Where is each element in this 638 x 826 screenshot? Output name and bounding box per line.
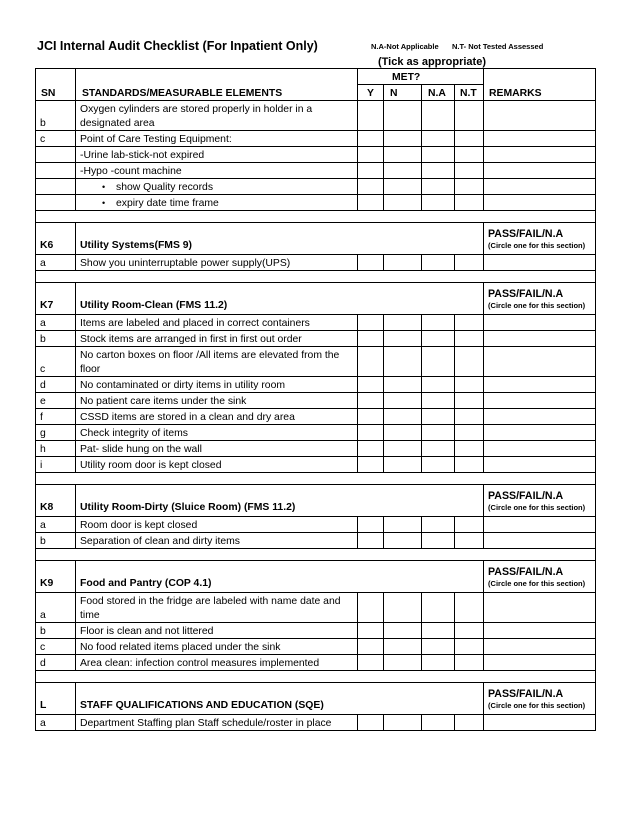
remarks-column-header: REMARKS <box>484 69 596 101</box>
remarks-cell[interactable] <box>484 623 596 639</box>
tick-box-y[interactable] <box>358 163 384 179</box>
checklist-row <box>36 101 596 131</box>
remarks-cell[interactable] <box>484 655 596 671</box>
item-sn: c <box>36 131 76 147</box>
tick-box-nt[interactable] <box>455 409 484 425</box>
bullet-text: expiry date time frame <box>116 197 219 209</box>
checklist-row <box>36 255 596 271</box>
pass-fail-label: PASS/FAIL/N.A <box>488 566 564 578</box>
item-sn <box>36 147 76 163</box>
section-header-row <box>36 561 596 593</box>
tick-box-y[interactable] <box>358 457 384 473</box>
item-text: Check integrity of items <box>76 425 358 441</box>
tick-box-n[interactable] <box>384 639 422 655</box>
tick-box-nt[interactable] <box>455 255 484 271</box>
tick-box-n[interactable] <box>384 347 422 377</box>
section-spacer-row <box>36 211 596 223</box>
remarks-cell[interactable] <box>484 101 596 131</box>
tick-box-na[interactable] <box>422 377 455 393</box>
tick-box-na[interactable] <box>422 147 455 163</box>
tick-box-na[interactable] <box>422 517 455 533</box>
tick-box-nt[interactable] <box>455 315 484 331</box>
tick-box-y[interactable] <box>358 315 384 331</box>
tick-box-nt[interactable] <box>455 593 484 623</box>
item-text <box>76 179 358 195</box>
tick-box-y[interactable] <box>358 101 384 131</box>
section-title: STAFF QUALIFICATIONS AND EDUCATION (SQE) <box>76 683 484 715</box>
tick-box-nt[interactable] <box>455 655 484 671</box>
tick-box-na[interactable] <box>422 533 455 549</box>
remarks-cell[interactable] <box>484 377 596 393</box>
remarks-cell[interactable] <box>484 457 596 473</box>
tick-box-na[interactable] <box>422 593 455 623</box>
section-spacer-row <box>36 271 596 283</box>
item-sn: i <box>36 457 76 473</box>
bullet-text: show Quality records <box>116 181 214 193</box>
standards-column-header: STANDARDS/MEASURABLE ELEMENTS <box>76 69 358 101</box>
remarks-cell[interactable] <box>484 441 596 457</box>
spacer-cell <box>36 549 596 561</box>
spacer-cell <box>36 271 596 283</box>
met-na-header: N.A <box>422 85 455 101</box>
page-title: JCI Internal Audit Checklist (For Inpatient Only) <box>37 39 318 53</box>
section-spacer-row <box>36 549 596 561</box>
item-text: Items are labeled and placed in correct containers <box>76 315 358 331</box>
tick-box-na[interactable] <box>422 457 455 473</box>
item-text: Department Staffing plan Staff schedule/roster in place <box>76 715 358 731</box>
item-sn: a <box>36 315 76 331</box>
item-sn: f <box>36 409 76 425</box>
remarks-cell[interactable] <box>484 409 596 425</box>
bullet-icon: • <box>102 181 106 192</box>
tick-box-na[interactable] <box>422 393 455 409</box>
tick-box-n[interactable] <box>384 623 422 639</box>
tick-box-n[interactable] <box>384 393 422 409</box>
tick-box-y[interactable] <box>358 623 384 639</box>
tick-box-y[interactable] <box>358 425 384 441</box>
tick-box-n[interactable] <box>384 255 422 271</box>
tick-box-n[interactable] <box>384 441 422 457</box>
remarks-cell[interactable] <box>484 179 596 195</box>
section-title: Utility Room-Clean (FMS 11.2) <box>76 283 484 315</box>
remarks-cell[interactable] <box>484 195 596 211</box>
spacer-cell <box>36 671 596 683</box>
remarks-cell[interactable] <box>484 315 596 331</box>
checklist-row <box>36 593 596 623</box>
tick-box-na[interactable] <box>422 255 455 271</box>
checklist-row <box>36 163 596 179</box>
circle-instruction: (Circle one for this section) <box>488 301 586 310</box>
pass-fail-label: PASS/FAIL/N.A <box>488 490 564 502</box>
tick-box-nt[interactable] <box>455 441 484 457</box>
section-result[interactable] <box>484 683 596 715</box>
item-text: Floor is clean and not littered <box>76 623 358 639</box>
remarks-cell[interactable] <box>484 593 596 623</box>
tick-box-y[interactable] <box>358 255 384 271</box>
checklist-row <box>36 147 596 163</box>
tick-box-n[interactable] <box>384 331 422 347</box>
tick-box-na[interactable] <box>422 441 455 457</box>
section-header-row <box>36 223 596 255</box>
checklist-row <box>36 347 596 377</box>
item-text: -Urine lab-stick-not expired <box>76 147 358 163</box>
checklist-row <box>36 457 596 473</box>
tick-box-n[interactable] <box>384 457 422 473</box>
tick-box-na[interactable] <box>422 347 455 377</box>
remarks-cell[interactable] <box>484 425 596 441</box>
pass-fail-label: PASS/FAIL/N.A <box>488 688 564 700</box>
tick-box-na[interactable] <box>422 315 455 331</box>
remarks-cell[interactable] <box>484 163 596 179</box>
remarks-cell[interactable] <box>484 131 596 147</box>
tick-box-n[interactable] <box>384 163 422 179</box>
checklist-row <box>36 315 596 331</box>
table-header-row <box>36 69 596 85</box>
tick-box-n[interactable] <box>384 195 422 211</box>
item-text: Food stored in the fridge are labeled with name date and time <box>76 593 358 623</box>
tick-box-nt[interactable] <box>455 147 484 163</box>
tick-box-nt[interactable] <box>455 639 484 655</box>
tick-box-y[interactable] <box>358 639 384 655</box>
section-spacer-row <box>36 473 596 485</box>
tick-box-nt[interactable] <box>455 393 484 409</box>
section-title: Food and Pantry (COP 4.1) <box>76 561 484 593</box>
tick-box-n[interactable] <box>384 101 422 131</box>
item-text: Point of Care Testing Equipment: <box>76 131 358 147</box>
tick-box-n[interactable] <box>384 715 422 731</box>
tick-box-na[interactable] <box>422 655 455 671</box>
tick-box-n[interactable] <box>384 377 422 393</box>
remarks-cell[interactable] <box>484 347 596 377</box>
audit-checklist-table <box>35 68 596 731</box>
item-sn: c <box>36 639 76 655</box>
section-spacer-row <box>36 671 596 683</box>
checklist-row <box>36 393 596 409</box>
pass-fail-label: PASS/FAIL/N.A <box>488 288 564 300</box>
item-sn: b <box>36 623 76 639</box>
item-sn: d <box>36 655 76 671</box>
remarks-cell[interactable] <box>484 639 596 655</box>
tick-box-na[interactable] <box>422 425 455 441</box>
tick-box-n[interactable] <box>384 593 422 623</box>
met-nt-header: N.T <box>455 85 484 101</box>
tick-box-na[interactable] <box>422 623 455 639</box>
tick-box-nt[interactable] <box>455 517 484 533</box>
checklist-row <box>36 195 596 211</box>
item-sn: c <box>36 347 76 377</box>
met-column-header: MET? <box>358 69 484 85</box>
section-code: K7 <box>36 283 76 315</box>
section-title: Utility Room-Dirty (Sluice Room) (FMS 11.2) <box>76 485 484 517</box>
section-result[interactable] <box>484 561 596 593</box>
pass-fail-label: PASS/FAIL/N.A <box>488 228 564 240</box>
checklist-row <box>36 409 596 425</box>
remarks-cell[interactable] <box>484 517 596 533</box>
tick-box-y[interactable] <box>358 533 384 549</box>
checklist-row <box>36 517 596 533</box>
tick-box-n[interactable] <box>384 655 422 671</box>
tick-box-y[interactable] <box>358 409 384 425</box>
circle-instruction: (Circle one for this section) <box>488 701 586 710</box>
item-sn: a <box>36 715 76 731</box>
item-text: Utility room door is kept closed <box>76 457 358 473</box>
na-legend: N.A-Not Applicable <box>371 42 439 51</box>
checklist-row <box>36 441 596 457</box>
tick-box-n[interactable] <box>384 409 422 425</box>
item-sn: a <box>36 593 76 623</box>
tick-box-y[interactable] <box>358 593 384 623</box>
tick-box-n[interactable] <box>384 131 422 147</box>
item-sn: h <box>36 441 76 457</box>
tick-box-na[interactable] <box>422 131 455 147</box>
remarks-cell[interactable] <box>484 255 596 271</box>
bullet-item <box>80 182 213 193</box>
tick-box-nt[interactable] <box>455 195 484 211</box>
item-sn: a <box>36 255 76 271</box>
item-sn <box>36 179 76 195</box>
item-text: Pat- slide hung on the wall <box>76 441 358 457</box>
tick-box-nt[interactable] <box>455 533 484 549</box>
met-n-header: N <box>384 85 422 101</box>
item-text: No food related items placed under the sink <box>76 639 358 655</box>
section-result[interactable] <box>484 283 596 315</box>
item-sn <box>36 195 76 211</box>
circle-instruction: (Circle one for this section) <box>488 579 586 588</box>
tick-box-nt[interactable] <box>455 163 484 179</box>
checklist-row <box>36 377 596 393</box>
tick-box-na[interactable] <box>422 195 455 211</box>
item-text: Area clean: infection control measures implemented <box>76 655 358 671</box>
item-text: No contaminated or dirty items in utility room <box>76 377 358 393</box>
bullet-item <box>80 198 219 209</box>
tick-box-na[interactable] <box>422 179 455 195</box>
checklist-row <box>36 533 596 549</box>
tick-box-y[interactable] <box>358 655 384 671</box>
item-text: CSSD items are stored in a clean and dry area <box>76 409 358 425</box>
tick-box-y[interactable] <box>358 393 384 409</box>
tick-box-y[interactable] <box>358 131 384 147</box>
section-header-row <box>36 683 596 715</box>
item-text: Oxygen cylinders are stored properly in holder in a designated area <box>76 101 358 131</box>
checklist-row <box>36 639 596 655</box>
tick-box-n[interactable] <box>384 533 422 549</box>
tick-box-nt[interactable] <box>455 331 484 347</box>
remarks-cell[interactable] <box>484 331 596 347</box>
met-y-header: Y <box>358 85 384 101</box>
item-sn: e <box>36 393 76 409</box>
tick-box-na[interactable] <box>422 715 455 731</box>
remarks-cell[interactable] <box>484 715 596 731</box>
item-text: No patient care items under the sink <box>76 393 358 409</box>
tick-box-n[interactable] <box>384 315 422 331</box>
tick-note: (Tick as appropriate) <box>378 56 486 68</box>
item-text: -Hypo -count machine <box>76 163 358 179</box>
checklist-row <box>36 715 596 731</box>
item-text: Separation of clean and dirty items <box>76 533 358 549</box>
tick-box-nt[interactable] <box>455 347 484 377</box>
tick-box-nt[interactable] <box>455 101 484 131</box>
tick-box-y[interactable] <box>358 715 384 731</box>
remarks-cell[interactable] <box>484 147 596 163</box>
checklist-row <box>36 623 596 639</box>
item-text: Stock items are arranged in first in first out order <box>76 331 358 347</box>
tick-box-nt[interactable] <box>455 715 484 731</box>
circle-instruction: (Circle one for this section) <box>488 503 586 512</box>
tick-box-nt[interactable] <box>455 623 484 639</box>
item-sn: a <box>36 517 76 533</box>
sn-column-header: SN <box>36 69 76 101</box>
section-title: Utility Systems(FMS 9) <box>76 223 484 255</box>
section-header-row <box>36 485 596 517</box>
circle-instruction: (Circle one for this section) <box>488 241 586 250</box>
spacer-cell <box>36 211 596 223</box>
tick-box-na[interactable] <box>422 409 455 425</box>
tick-box-y[interactable] <box>358 331 384 347</box>
item-sn: b <box>36 101 76 131</box>
tick-box-nt[interactable] <box>455 179 484 195</box>
item-sn: g <box>36 425 76 441</box>
tick-box-nt[interactable] <box>455 131 484 147</box>
section-result[interactable] <box>484 223 596 255</box>
item-sn: b <box>36 331 76 347</box>
tick-box-nt[interactable] <box>455 377 484 393</box>
tick-box-n[interactable] <box>384 147 422 163</box>
remarks-cell[interactable] <box>484 533 596 549</box>
item-sn: b <box>36 533 76 549</box>
bullet-icon: • <box>102 197 106 208</box>
tick-box-n[interactable] <box>384 179 422 195</box>
item-text: Room door is kept closed <box>76 517 358 533</box>
section-code: K6 <box>36 223 76 255</box>
section-code: K9 <box>36 561 76 593</box>
item-text: No carton boxes on floor /All items are elevated from the floor <box>76 347 358 377</box>
tick-box-y[interactable] <box>358 517 384 533</box>
item-sn <box>36 163 76 179</box>
section-code: L <box>36 683 76 715</box>
tick-box-n[interactable] <box>384 517 422 533</box>
tick-box-y[interactable] <box>358 179 384 195</box>
checklist-row <box>36 425 596 441</box>
tick-box-y[interactable] <box>358 195 384 211</box>
spacer-cell <box>36 473 596 485</box>
checklist-row <box>36 179 596 195</box>
item-sn: d <box>36 377 76 393</box>
section-result[interactable] <box>484 485 596 517</box>
tick-box-n[interactable] <box>384 425 422 441</box>
tick-box-na[interactable] <box>422 163 455 179</box>
item-text <box>76 195 358 211</box>
checklist-row <box>36 655 596 671</box>
tick-box-na[interactable] <box>422 101 455 131</box>
tick-box-y[interactable] <box>358 147 384 163</box>
tick-box-nt[interactable] <box>455 425 484 441</box>
section-header-row <box>36 283 596 315</box>
tick-box-na[interactable] <box>422 331 455 347</box>
tick-box-na[interactable] <box>422 639 455 655</box>
tick-box-y[interactable] <box>358 347 384 377</box>
nt-legend: N.T- Not Tested Assessed <box>452 42 544 51</box>
section-code: K8 <box>36 485 76 517</box>
checklist-row <box>36 131 596 147</box>
remarks-cell[interactable] <box>484 393 596 409</box>
checklist-row <box>36 331 596 347</box>
tick-box-y[interactable] <box>358 441 384 457</box>
tick-box-nt[interactable] <box>455 457 484 473</box>
item-text: Show you uninterruptable power supply(UPS) <box>76 255 358 271</box>
tick-box-y[interactable] <box>358 377 384 393</box>
